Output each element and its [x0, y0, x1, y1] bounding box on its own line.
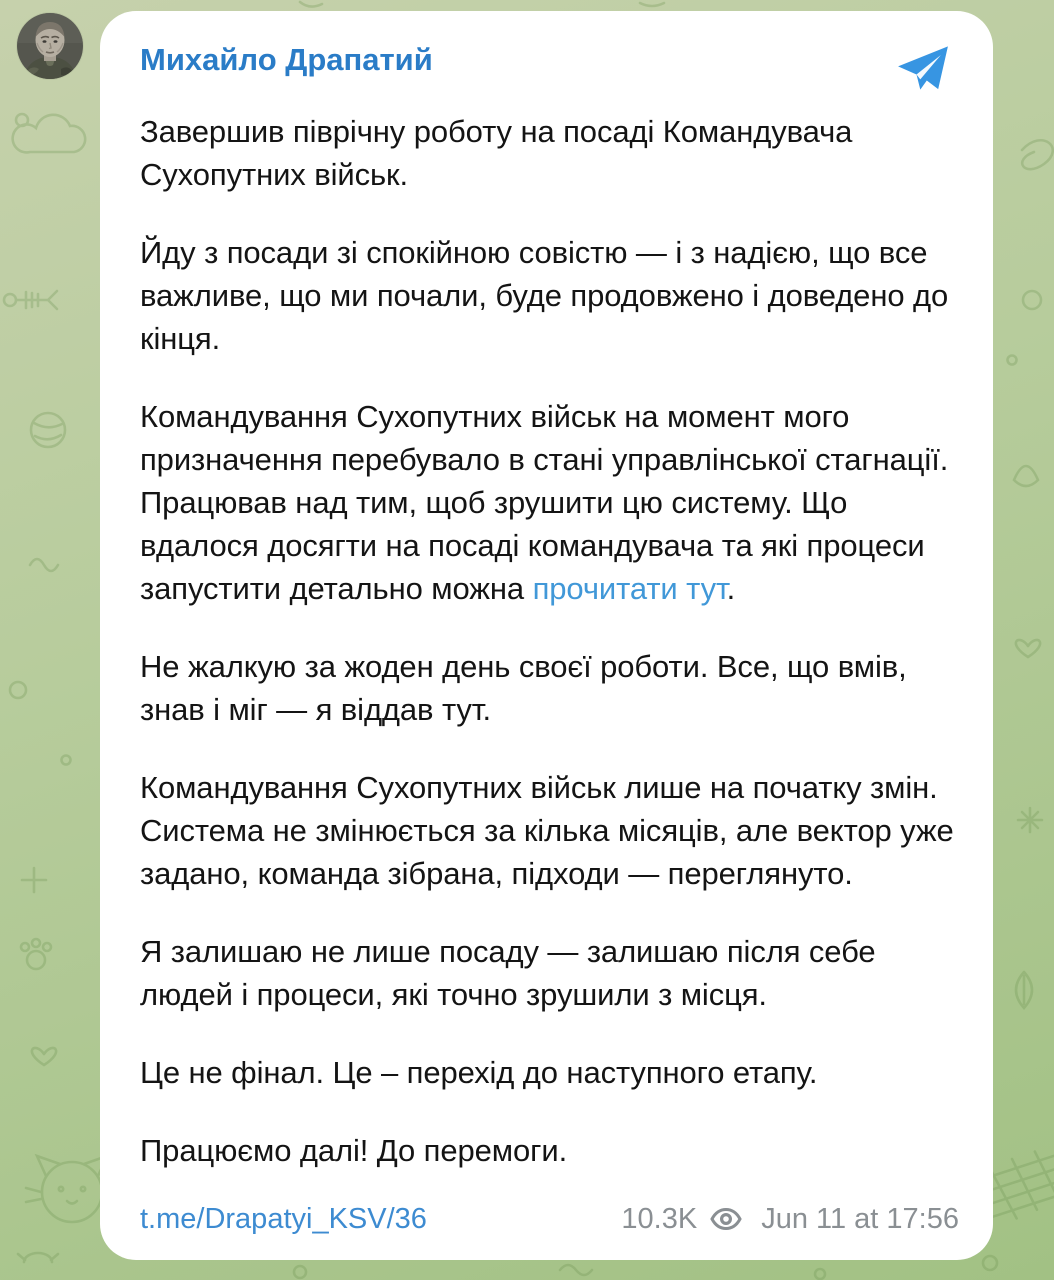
- paragraph-text: .: [726, 571, 736, 606]
- paragraph: Не жалкую за жоден день своєї роботи. Все, що вмів, знав і міг — я віддав тут.: [140, 649, 907, 727]
- paragraph: Йду з посади зі спокійною совістю — і з надією, що все важливе, що ми почали, буде продовжено і доведено до кінця.: [140, 235, 949, 356]
- message-meta: [621, 1202, 959, 1236]
- paragraph-text: Командування Сухопутних військ на момент мого призначення перебувало в стані управлінської стагнації. Працював над тим, щоб зрушити цю систему. Що вдалося досягти на посаді командувача та які процеси запустити детально можна: [140, 399, 949, 606]
- paragraph: Це не фінал. Це – перехід до наступного етапу.: [140, 1055, 818, 1090]
- avatar[interactable]: [17, 13, 83, 79]
- paragraph: Працюємо далі! До перемоги.: [140, 1133, 568, 1168]
- telegram-plane-icon: [897, 45, 949, 96]
- message-text: [140, 110, 957, 1172]
- paragraph: Я залишаю не лише посаду — залишаю після себе людей і процеси, які точно зрушили з місця.: [140, 934, 876, 1012]
- timestamp: Jun 11 at 17:56: [761, 1203, 959, 1235]
- paragraph-with-link: [140, 395, 957, 610]
- avatar-portrait: [17, 13, 83, 79]
- message-footer: [140, 1202, 959, 1236]
- paragraph: Командування Сухопутних військ лише на початку змін. Система не змінюється за кілька місяців, але вектор уже задано, команда зібрана, підходи — переглянуто.: [140, 770, 954, 891]
- read-here-link[interactable]: прочитати тут: [532, 571, 727, 606]
- channel-name[interactable]: Михайло Драпатий: [140, 42, 433, 77]
- paragraph: Завершив піврічну роботу на посаді Командувача Сухопутних військ.: [140, 114, 853, 192]
- message-bubble: [100, 11, 993, 1260]
- views-eye-icon: [710, 1207, 742, 1231]
- view-count: 10.3K: [621, 1203, 698, 1235]
- message-header: [140, 41, 957, 96]
- post-url-link[interactable]: t.me/Drapatyi_KSV/36: [140, 1203, 427, 1235]
